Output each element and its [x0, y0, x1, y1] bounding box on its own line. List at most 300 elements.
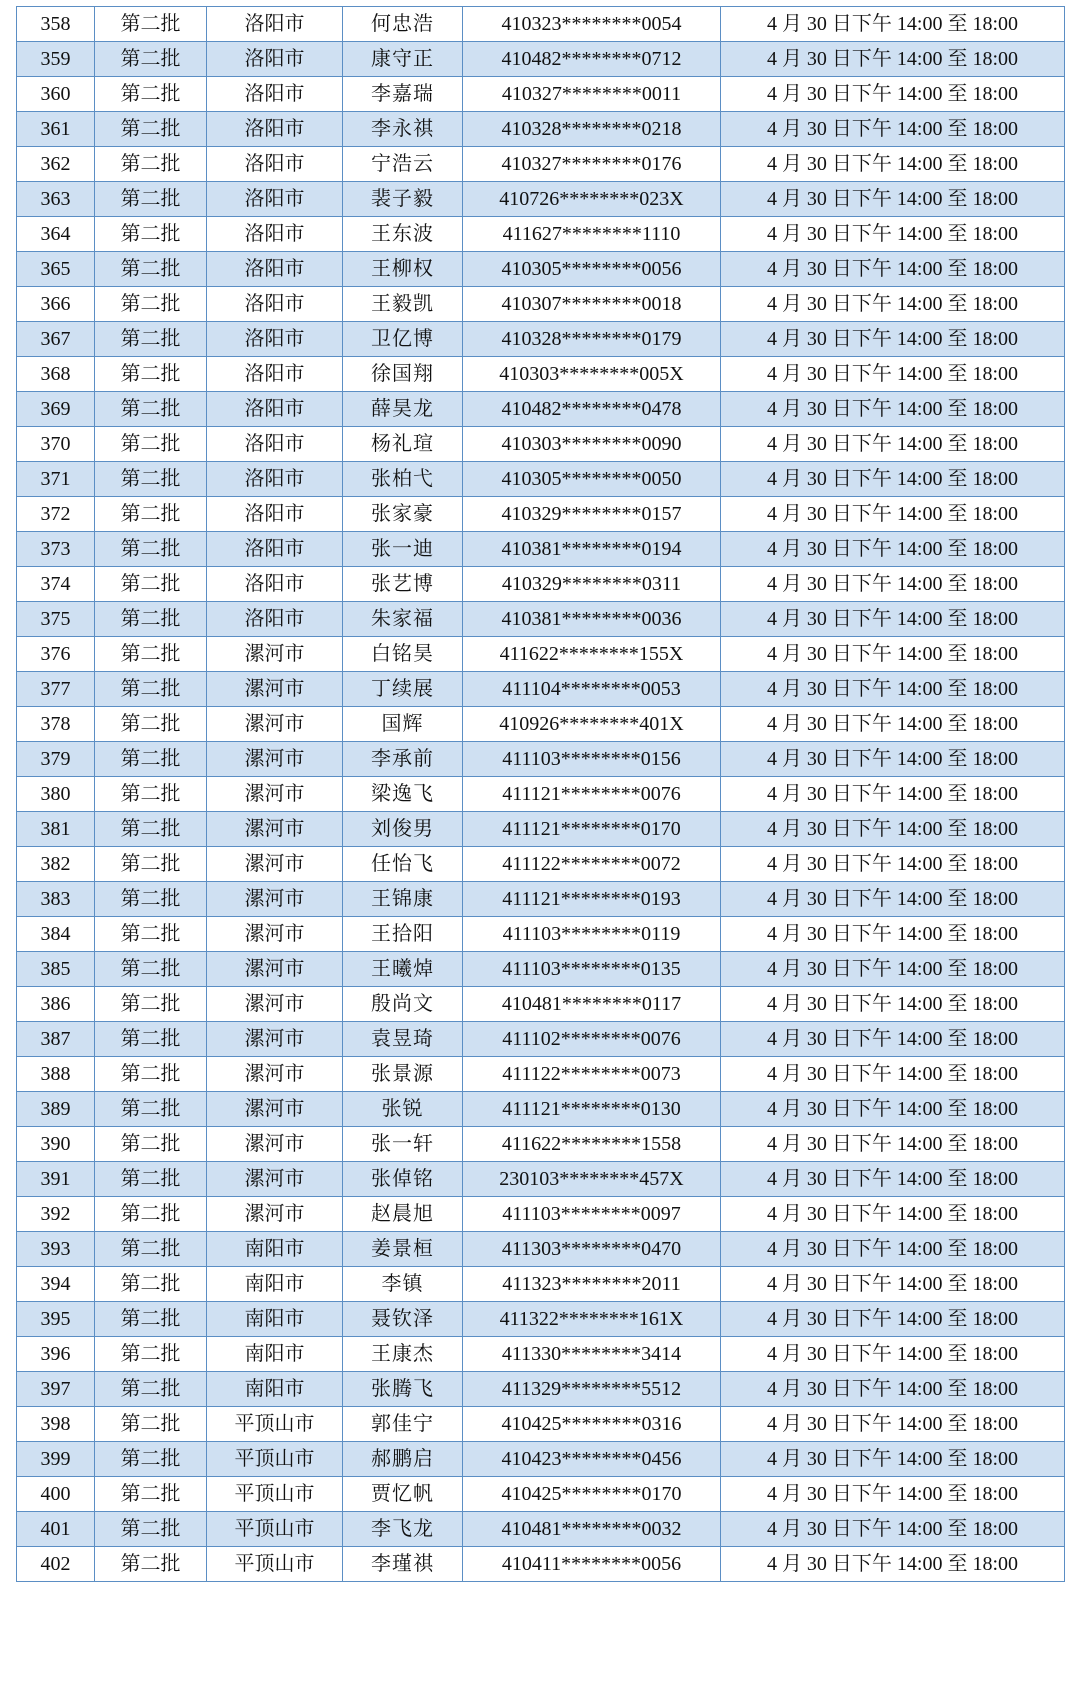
cell-time: 4 月 30 日下午 14:00 至 18:00 [721, 427, 1065, 462]
cell-sequence: 369 [17, 392, 95, 427]
cell-name: 任怡飞 [343, 847, 463, 882]
cell-sequence: 390 [17, 1127, 95, 1162]
cell-city: 洛阳市 [207, 497, 343, 532]
cell-sequence: 384 [17, 917, 95, 952]
cell-city: 漯河市 [207, 987, 343, 1022]
table-row [17, 1477, 1065, 1512]
cell-time: 4 月 30 日下午 14:00 至 18:00 [721, 987, 1065, 1022]
cell-name: 张柏弋 [343, 462, 463, 497]
cell-sequence: 396 [17, 1337, 95, 1372]
cell-city: 洛阳市 [207, 182, 343, 217]
cell-city: 漯河市 [207, 777, 343, 812]
cell-time: 4 月 30 日下午 14:00 至 18:00 [721, 1057, 1065, 1092]
cell-name: 国辉 [343, 707, 463, 742]
table-row [17, 1547, 1065, 1582]
cell-time: 4 月 30 日下午 14:00 至 18:00 [721, 1302, 1065, 1337]
cell-id-number: 410327********0176 [463, 147, 721, 182]
cell-sequence: 397 [17, 1372, 95, 1407]
cell-id-number: 410381********0194 [463, 532, 721, 567]
table-row [17, 427, 1065, 462]
cell-city: 漯河市 [207, 1057, 343, 1092]
cell-time: 4 月 30 日下午 14:00 至 18:00 [721, 707, 1065, 742]
table-row [17, 812, 1065, 847]
cell-time: 4 月 30 日下午 14:00 至 18:00 [721, 357, 1065, 392]
cell-city: 洛阳市 [207, 462, 343, 497]
cell-time: 4 月 30 日下午 14:00 至 18:00 [721, 742, 1065, 777]
cell-sequence: 398 [17, 1407, 95, 1442]
cell-name: 王拾阳 [343, 917, 463, 952]
cell-time: 4 月 30 日下午 14:00 至 18:00 [721, 112, 1065, 147]
cell-name: 聂钦泽 [343, 1302, 463, 1337]
cell-id-number: 410303********0090 [463, 427, 721, 462]
cell-time: 4 月 30 日下午 14:00 至 18:00 [721, 7, 1065, 42]
cell-city: 漯河市 [207, 882, 343, 917]
cell-name: 张锐 [343, 1092, 463, 1127]
cell-sequence: 377 [17, 672, 95, 707]
table-row [17, 322, 1065, 357]
cell-name: 郝鹏启 [343, 1442, 463, 1477]
cell-id-number: 411103********0135 [463, 952, 721, 987]
table-row [17, 1162, 1065, 1197]
cell-batch: 第二批 [95, 1547, 207, 1582]
cell-id-number: 410305********0056 [463, 252, 721, 287]
cell-time: 4 月 30 日下午 14:00 至 18:00 [721, 462, 1065, 497]
cell-name: 白铭昊 [343, 637, 463, 672]
cell-id-number: 410425********0316 [463, 1407, 721, 1442]
cell-name: 杨礼瑄 [343, 427, 463, 462]
table-row [17, 1232, 1065, 1267]
cell-sequence: 381 [17, 812, 95, 847]
cell-id-number: 410328********0218 [463, 112, 721, 147]
cell-id-number: 411121********0130 [463, 1092, 721, 1127]
cell-time: 4 月 30 日下午 14:00 至 18:00 [721, 1197, 1065, 1232]
table-row [17, 112, 1065, 147]
cell-name: 殷尚文 [343, 987, 463, 1022]
cell-batch: 第二批 [95, 252, 207, 287]
cell-batch: 第二批 [95, 322, 207, 357]
table-row [17, 497, 1065, 532]
cell-time: 4 月 30 日下午 14:00 至 18:00 [721, 567, 1065, 602]
cell-name: 李飞龙 [343, 1512, 463, 1547]
table-row [17, 567, 1065, 602]
cell-batch: 第二批 [95, 287, 207, 322]
cell-batch: 第二批 [95, 1477, 207, 1512]
cell-time: 4 月 30 日下午 14:00 至 18:00 [721, 1092, 1065, 1127]
cell-time: 4 月 30 日下午 14:00 至 18:00 [721, 882, 1065, 917]
cell-id-number: 410328********0179 [463, 322, 721, 357]
cell-city: 漯河市 [207, 742, 343, 777]
cell-name: 宁浩云 [343, 147, 463, 182]
cell-name: 卫亿博 [343, 322, 463, 357]
cell-city: 平顶山市 [207, 1407, 343, 1442]
table-row [17, 1407, 1065, 1442]
cell-batch: 第二批 [95, 847, 207, 882]
cell-city: 漯河市 [207, 1162, 343, 1197]
cell-name: 李嘉瑞 [343, 77, 463, 112]
cell-city: 洛阳市 [207, 392, 343, 427]
cell-name: 李镇 [343, 1267, 463, 1302]
cell-sequence: 385 [17, 952, 95, 987]
cell-id-number: 410303********005X [463, 357, 721, 392]
cell-batch: 第二批 [95, 42, 207, 77]
cell-id-number: 410327********0011 [463, 77, 721, 112]
cell-time: 4 月 30 日下午 14:00 至 18:00 [721, 252, 1065, 287]
cell-city: 漯河市 [207, 1127, 343, 1162]
cell-batch: 第二批 [95, 1407, 207, 1442]
cell-id-number: 230103********457X [463, 1162, 721, 1197]
cell-sequence: 368 [17, 357, 95, 392]
cell-id-number: 410482********0478 [463, 392, 721, 427]
cell-id-number: 410323********0054 [463, 7, 721, 42]
cell-sequence: 379 [17, 742, 95, 777]
cell-city: 南阳市 [207, 1302, 343, 1337]
cell-batch: 第二批 [95, 392, 207, 427]
cell-id-number: 411322********161X [463, 1302, 721, 1337]
cell-time: 4 月 30 日下午 14:00 至 18:00 [721, 812, 1065, 847]
cell-id-number: 410926********401X [463, 707, 721, 742]
cell-sequence: 399 [17, 1442, 95, 1477]
cell-sequence: 362 [17, 147, 95, 182]
cell-name: 王锦康 [343, 882, 463, 917]
cell-batch: 第二批 [95, 1162, 207, 1197]
cell-time: 4 月 30 日下午 14:00 至 18:00 [721, 1127, 1065, 1162]
table-row [17, 77, 1065, 112]
cell-time: 4 月 30 日下午 14:00 至 18:00 [721, 917, 1065, 952]
cell-time: 4 月 30 日下午 14:00 至 18:00 [721, 392, 1065, 427]
cell-sequence: 371 [17, 462, 95, 497]
cell-id-number: 411627********1110 [463, 217, 721, 252]
cell-batch: 第二批 [95, 987, 207, 1022]
table-row [17, 672, 1065, 707]
cell-time: 4 月 30 日下午 14:00 至 18:00 [721, 847, 1065, 882]
cell-city: 洛阳市 [207, 532, 343, 567]
cell-id-number: 411122********0072 [463, 847, 721, 882]
cell-id-number: 410329********0157 [463, 497, 721, 532]
cell-name: 张艺博 [343, 567, 463, 602]
cell-time: 4 月 30 日下午 14:00 至 18:00 [721, 1372, 1065, 1407]
cell-name: 薛昊龙 [343, 392, 463, 427]
table-row [17, 952, 1065, 987]
cell-time: 4 月 30 日下午 14:00 至 18:00 [721, 637, 1065, 672]
table-row [17, 1512, 1065, 1547]
cell-name: 赵晨旭 [343, 1197, 463, 1232]
cell-city: 洛阳市 [207, 252, 343, 287]
cell-id-number: 411121********0193 [463, 882, 721, 917]
cell-batch: 第二批 [95, 917, 207, 952]
table-row [17, 882, 1065, 917]
table-row [17, 987, 1065, 1022]
cell-name: 张一轩 [343, 1127, 463, 1162]
cell-name: 李瑾祺 [343, 1547, 463, 1582]
table-row [17, 1442, 1065, 1477]
table-row [17, 1092, 1065, 1127]
cell-batch: 第二批 [95, 672, 207, 707]
cell-id-number: 410381********0036 [463, 602, 721, 637]
cell-batch: 第二批 [95, 217, 207, 252]
cell-sequence: 370 [17, 427, 95, 462]
cell-id-number: 410481********0117 [463, 987, 721, 1022]
cell-sequence: 363 [17, 182, 95, 217]
cell-batch: 第二批 [95, 707, 207, 742]
roster-table [16, 6, 1065, 1582]
cell-batch: 第二批 [95, 1092, 207, 1127]
cell-name: 王东波 [343, 217, 463, 252]
cell-batch: 第二批 [95, 462, 207, 497]
cell-time: 4 月 30 日下午 14:00 至 18:00 [721, 1407, 1065, 1442]
table-row [17, 602, 1065, 637]
cell-id-number: 411102********0076 [463, 1022, 721, 1057]
cell-sequence: 374 [17, 567, 95, 602]
cell-time: 4 月 30 日下午 14:00 至 18:00 [721, 217, 1065, 252]
cell-time: 4 月 30 日下午 14:00 至 18:00 [721, 952, 1065, 987]
cell-sequence: 360 [17, 77, 95, 112]
cell-batch: 第二批 [95, 567, 207, 602]
cell-city: 漯河市 [207, 952, 343, 987]
table-row [17, 847, 1065, 882]
cell-name: 王柳权 [343, 252, 463, 287]
cell-batch: 第二批 [95, 147, 207, 182]
cell-sequence: 376 [17, 637, 95, 672]
cell-time: 4 月 30 日下午 14:00 至 18:00 [721, 1162, 1065, 1197]
cell-name: 袁昱琦 [343, 1022, 463, 1057]
cell-time: 4 月 30 日下午 14:00 至 18:00 [721, 1022, 1065, 1057]
cell-sequence: 400 [17, 1477, 95, 1512]
cell-city: 漯河市 [207, 637, 343, 672]
cell-time: 4 月 30 日下午 14:00 至 18:00 [721, 147, 1065, 182]
cell-city: 漯河市 [207, 1197, 343, 1232]
cell-id-number: 411121********0076 [463, 777, 721, 812]
cell-batch: 第二批 [95, 742, 207, 777]
cell-city: 南阳市 [207, 1232, 343, 1267]
cell-id-number: 410425********0170 [463, 1477, 721, 1512]
cell-name: 梁逸飞 [343, 777, 463, 812]
cell-sequence: 358 [17, 7, 95, 42]
cell-name: 朱家福 [343, 602, 463, 637]
cell-batch: 第二批 [95, 112, 207, 147]
cell-id-number: 411330********3414 [463, 1337, 721, 1372]
cell-name: 张倬铭 [343, 1162, 463, 1197]
cell-id-number: 411104********0053 [463, 672, 721, 707]
cell-id-number: 410329********0311 [463, 567, 721, 602]
cell-name: 王毅凯 [343, 287, 463, 322]
cell-time: 4 月 30 日下午 14:00 至 18:00 [721, 322, 1065, 357]
table-row [17, 1197, 1065, 1232]
cell-city: 漯河市 [207, 917, 343, 952]
cell-batch: 第二批 [95, 1302, 207, 1337]
cell-name: 张家豪 [343, 497, 463, 532]
cell-id-number: 411303********0470 [463, 1232, 721, 1267]
cell-time: 4 月 30 日下午 14:00 至 18:00 [721, 1232, 1065, 1267]
cell-name: 李承前 [343, 742, 463, 777]
cell-id-number: 410726********023X [463, 182, 721, 217]
table-row [17, 42, 1065, 77]
cell-city: 平顶山市 [207, 1477, 343, 1512]
table-row [17, 147, 1065, 182]
table-row [17, 777, 1065, 812]
cell-city: 南阳市 [207, 1372, 343, 1407]
cell-time: 4 月 30 日下午 14:00 至 18:00 [721, 42, 1065, 77]
cell-city: 洛阳市 [207, 427, 343, 462]
table-row [17, 1267, 1065, 1302]
cell-batch: 第二批 [95, 637, 207, 672]
table-row [17, 287, 1065, 322]
table-row [17, 1337, 1065, 1372]
cell-sequence: 359 [17, 42, 95, 77]
cell-city: 洛阳市 [207, 42, 343, 77]
cell-name: 郭佳宁 [343, 1407, 463, 1442]
cell-sequence: 365 [17, 252, 95, 287]
cell-sequence: 394 [17, 1267, 95, 1302]
cell-batch: 第二批 [95, 357, 207, 392]
table-row [17, 1057, 1065, 1092]
cell-id-number: 411122********0073 [463, 1057, 721, 1092]
table-row [17, 707, 1065, 742]
cell-city: 漯河市 [207, 847, 343, 882]
cell-city: 漯河市 [207, 812, 343, 847]
table-row [17, 7, 1065, 42]
cell-time: 4 月 30 日下午 14:00 至 18:00 [721, 1547, 1065, 1582]
table-row [17, 917, 1065, 952]
table-row [17, 532, 1065, 567]
cell-sequence: 366 [17, 287, 95, 322]
cell-sequence: 386 [17, 987, 95, 1022]
cell-sequence: 373 [17, 532, 95, 567]
cell-time: 4 月 30 日下午 14:00 至 18:00 [721, 532, 1065, 567]
cell-name: 康守正 [343, 42, 463, 77]
cell-batch: 第二批 [95, 1442, 207, 1477]
cell-time: 4 月 30 日下午 14:00 至 18:00 [721, 1267, 1065, 1302]
cell-sequence: 393 [17, 1232, 95, 1267]
cell-sequence: 389 [17, 1092, 95, 1127]
cell-time: 4 月 30 日下午 14:00 至 18:00 [721, 497, 1065, 532]
cell-city: 平顶山市 [207, 1547, 343, 1582]
cell-id-number: 411103********0156 [463, 742, 721, 777]
table-row [17, 742, 1065, 777]
cell-id-number: 411329********5512 [463, 1372, 721, 1407]
cell-sequence: 401 [17, 1512, 95, 1547]
cell-city: 洛阳市 [207, 147, 343, 182]
cell-sequence: 402 [17, 1547, 95, 1582]
cell-city: 漯河市 [207, 1092, 343, 1127]
cell-batch: 第二批 [95, 1022, 207, 1057]
cell-city: 漯河市 [207, 707, 343, 742]
cell-batch: 第二批 [95, 532, 207, 567]
cell-time: 4 月 30 日下午 14:00 至 18:00 [721, 182, 1065, 217]
cell-city: 洛阳市 [207, 322, 343, 357]
cell-id-number: 410411********0056 [463, 1547, 721, 1582]
cell-city: 洛阳市 [207, 287, 343, 322]
cell-sequence: 380 [17, 777, 95, 812]
table-row [17, 1127, 1065, 1162]
cell-id-number: 410482********0712 [463, 42, 721, 77]
cell-id-number: 411622********155X [463, 637, 721, 672]
cell-time: 4 月 30 日下午 14:00 至 18:00 [721, 77, 1065, 112]
cell-city: 洛阳市 [207, 357, 343, 392]
cell-id-number: 411121********0170 [463, 812, 721, 847]
cell-batch: 第二批 [95, 602, 207, 637]
cell-city: 洛阳市 [207, 217, 343, 252]
table-row [17, 1302, 1065, 1337]
cell-sequence: 375 [17, 602, 95, 637]
cell-city: 洛阳市 [207, 77, 343, 112]
table-row [17, 217, 1065, 252]
cell-name: 贾忆帆 [343, 1477, 463, 1512]
cell-batch: 第二批 [95, 182, 207, 217]
cell-name: 何忠浩 [343, 7, 463, 42]
cell-time: 4 月 30 日下午 14:00 至 18:00 [721, 602, 1065, 637]
table-row [17, 357, 1065, 392]
cell-city: 洛阳市 [207, 567, 343, 602]
cell-batch: 第二批 [95, 1267, 207, 1302]
cell-sequence: 391 [17, 1162, 95, 1197]
cell-time: 4 月 30 日下午 14:00 至 18:00 [721, 672, 1065, 707]
cell-name: 丁续展 [343, 672, 463, 707]
cell-city: 洛阳市 [207, 112, 343, 147]
cell-id-number: 411103********0097 [463, 1197, 721, 1232]
cell-sequence: 372 [17, 497, 95, 532]
cell-time: 4 月 30 日下午 14:00 至 18:00 [721, 777, 1065, 812]
cell-batch: 第二批 [95, 1232, 207, 1267]
cell-sequence: 361 [17, 112, 95, 147]
cell-id-number: 410481********0032 [463, 1512, 721, 1547]
cell-name: 姜景桓 [343, 1232, 463, 1267]
cell-name: 刘俊男 [343, 812, 463, 847]
cell-time: 4 月 30 日下午 14:00 至 18:00 [721, 287, 1065, 322]
table-row [17, 637, 1065, 672]
cell-name: 张景源 [343, 1057, 463, 1092]
cell-name: 张腾飞 [343, 1372, 463, 1407]
cell-city: 南阳市 [207, 1267, 343, 1302]
cell-name: 王曦焯 [343, 952, 463, 987]
cell-sequence: 392 [17, 1197, 95, 1232]
cell-name: 张一迪 [343, 532, 463, 567]
cell-sequence: 387 [17, 1022, 95, 1057]
cell-city: 南阳市 [207, 1337, 343, 1372]
cell-sequence: 364 [17, 217, 95, 252]
cell-city: 平顶山市 [207, 1442, 343, 1477]
cell-name: 李永祺 [343, 112, 463, 147]
cell-batch: 第二批 [95, 1372, 207, 1407]
cell-batch: 第二批 [95, 427, 207, 462]
cell-batch: 第二批 [95, 77, 207, 112]
cell-city: 平顶山市 [207, 1512, 343, 1547]
cell-sequence: 382 [17, 847, 95, 882]
table-row [17, 392, 1065, 427]
cell-id-number: 411323********2011 [463, 1267, 721, 1302]
cell-batch: 第二批 [95, 7, 207, 42]
cell-name: 徐国翔 [343, 357, 463, 392]
cell-time: 4 月 30 日下午 14:00 至 18:00 [721, 1337, 1065, 1372]
cell-sequence: 367 [17, 322, 95, 357]
cell-batch: 第二批 [95, 1197, 207, 1232]
cell-id-number: 410307********0018 [463, 287, 721, 322]
table-row [17, 182, 1065, 217]
cell-city: 洛阳市 [207, 602, 343, 637]
cell-batch: 第二批 [95, 882, 207, 917]
cell-batch: 第二批 [95, 952, 207, 987]
cell-batch: 第二批 [95, 1512, 207, 1547]
cell-sequence: 383 [17, 882, 95, 917]
cell-sequence: 388 [17, 1057, 95, 1092]
cell-batch: 第二批 [95, 812, 207, 847]
cell-city: 洛阳市 [207, 7, 343, 42]
cell-batch: 第二批 [95, 1057, 207, 1092]
roster-table-body [17, 7, 1065, 1582]
cell-time: 4 月 30 日下午 14:00 至 18:00 [721, 1512, 1065, 1547]
cell-id-number: 411103********0119 [463, 917, 721, 952]
cell-batch: 第二批 [95, 497, 207, 532]
cell-time: 4 月 30 日下午 14:00 至 18:00 [721, 1442, 1065, 1477]
